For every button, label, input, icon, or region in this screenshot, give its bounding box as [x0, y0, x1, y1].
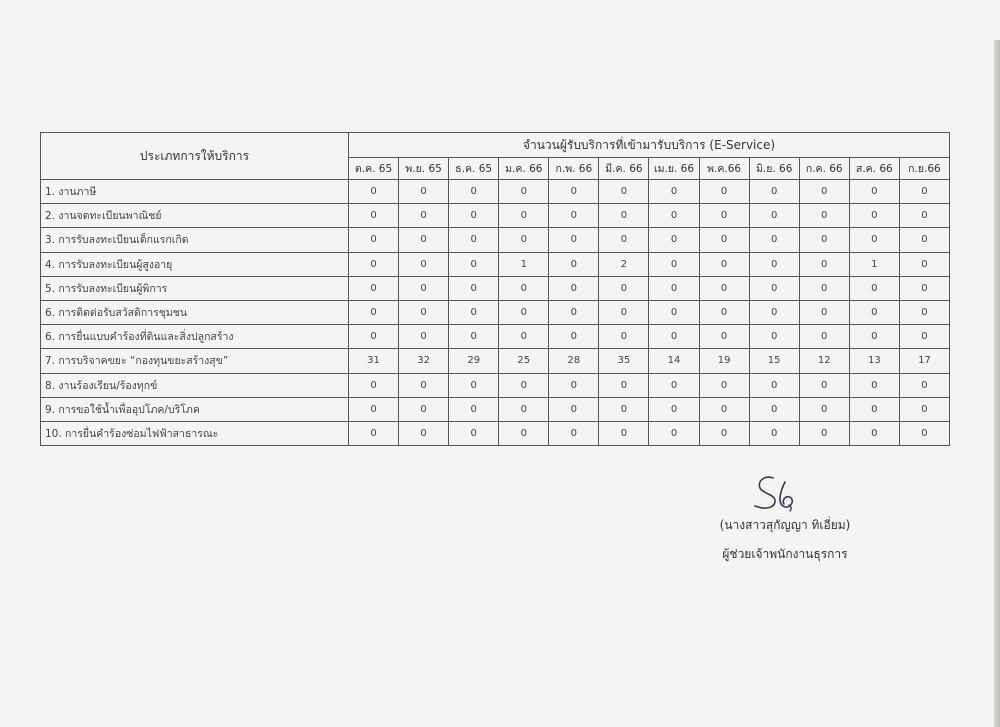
service-name-cell: 5. การรับลงทะเบียนผู้พิการ: [41, 276, 349, 300]
count-cell: 0: [399, 373, 449, 397]
count-cell: 0: [849, 325, 899, 349]
service-name-cell: 7. การบริจาคขยะ “กองทุนขยะสร้างสุข”: [41, 349, 349, 373]
count-cell: 0: [649, 180, 699, 204]
count-cell: 0: [899, 373, 949, 397]
count-cell: 0: [649, 325, 699, 349]
service-type-header: ประเภทการให้บริการ: [41, 133, 349, 180]
count-cell: 0: [749, 252, 799, 276]
count-cell: 0: [399, 325, 449, 349]
count-cell: 0: [699, 373, 749, 397]
table-row: [41, 276, 950, 300]
month-header: เม.ย. 66: [649, 158, 699, 180]
page-edge: [994, 40, 1000, 727]
count-cell: 0: [399, 421, 449, 445]
count-cell: 0: [749, 421, 799, 445]
month-header: ส.ค. 66: [849, 158, 899, 180]
count-cell: 0: [499, 373, 549, 397]
count-cell: 19: [699, 349, 749, 373]
count-cell: 0: [399, 204, 449, 228]
count-cell: 28: [549, 349, 599, 373]
count-cell: 0: [649, 373, 699, 397]
count-cell: 0: [499, 421, 549, 445]
count-cell: 1: [499, 252, 549, 276]
count-cell: 0: [449, 252, 499, 276]
count-cell: 1: [849, 252, 899, 276]
signatory-position: ผู้ช่วยเจ้าพนักงานธุรการ: [722, 547, 848, 561]
count-cell: 0: [599, 421, 649, 445]
count-cell: 0: [749, 300, 799, 324]
count-cell: 0: [899, 325, 949, 349]
table-row: [41, 180, 950, 204]
count-cell: 0: [349, 204, 399, 228]
count-cell: 0: [799, 276, 849, 300]
count-cell: 0: [399, 180, 449, 204]
count-cell: 32: [399, 349, 449, 373]
count-cell: 0: [399, 228, 449, 252]
count-cell: 0: [899, 180, 949, 204]
count-cell: 0: [699, 276, 749, 300]
count-cell: 0: [699, 300, 749, 324]
count-cell: 0: [849, 204, 899, 228]
count-cell: 0: [599, 276, 649, 300]
count-cell: 0: [799, 325, 849, 349]
count-cell: 0: [849, 421, 899, 445]
month-header: มี.ค. 66: [599, 158, 649, 180]
count-cell: 0: [399, 276, 449, 300]
count-cell: 12: [799, 349, 849, 373]
service-name-cell: 6. การยื่นแบบคำร้องที่ดินและสิ่งปลูกสร้าง: [41, 325, 349, 349]
count-cell: 0: [749, 373, 799, 397]
table-row: [41, 204, 950, 228]
count-cell: 0: [849, 228, 899, 252]
count-cell: 0: [649, 421, 699, 445]
table-row: [41, 325, 950, 349]
service-report-table: [40, 132, 950, 446]
count-cell: 0: [499, 180, 549, 204]
count-cell: 0: [549, 373, 599, 397]
count-cell: 0: [599, 180, 649, 204]
count-cell: 0: [699, 397, 749, 421]
count-cell: 0: [799, 373, 849, 397]
count-cell: 0: [549, 228, 599, 252]
count-cell: 0: [799, 252, 849, 276]
count-cell: 0: [899, 204, 949, 228]
count-cell: 0: [449, 228, 499, 252]
count-cell: 0: [399, 397, 449, 421]
count-cell: 0: [899, 252, 949, 276]
service-name-cell: 9. การขอใช้น้ำเพื่ออุปโภค/บริโภค: [41, 397, 349, 421]
count-cell: 0: [799, 397, 849, 421]
count-cell: 0: [599, 300, 649, 324]
month-header: ก.พ. 66: [549, 158, 599, 180]
count-cell: 0: [549, 397, 599, 421]
count-cell: 0: [599, 325, 649, 349]
count-cell: 0: [649, 228, 699, 252]
count-cell: 29: [449, 349, 499, 373]
count-cell: 2: [599, 252, 649, 276]
count-cell: 13: [849, 349, 899, 373]
count-cell: 0: [649, 252, 699, 276]
signatory-name: (นางสาวสุกัญญา ทิเอี่ยม): [719, 518, 851, 532]
count-cell: 0: [549, 204, 599, 228]
count-cell: 0: [349, 300, 399, 324]
count-cell: 0: [349, 421, 399, 445]
count-cell: 0: [499, 276, 549, 300]
count-cell: 0: [849, 180, 899, 204]
count-cell: 0: [749, 180, 799, 204]
count-cell: 0: [899, 421, 949, 445]
count-cell: 0: [349, 252, 399, 276]
count-cell: 0: [749, 325, 799, 349]
service-name-cell: 4. การรับลงทะเบียนผู้สูงอายุ: [41, 252, 349, 276]
count-cell: 35: [599, 349, 649, 373]
count-cell: 0: [549, 276, 599, 300]
count-cell: 0: [849, 276, 899, 300]
count-cell: 0: [449, 421, 499, 445]
service-name-cell: 1. งานภาษี: [41, 180, 349, 204]
service-name-cell: 10. การยื่นคำร้องซ่อมไฟฟ้าสาธารณะ: [41, 421, 349, 445]
count-cell: 0: [449, 300, 499, 324]
count-cell: 0: [449, 180, 499, 204]
count-cell: 0: [449, 373, 499, 397]
count-cell: 0: [899, 397, 949, 421]
count-cell: 0: [799, 300, 849, 324]
count-cell: 0: [499, 397, 549, 421]
count-cell: 0: [499, 204, 549, 228]
service-name-cell: 2. งานจดทะเบียนพาณิชย์: [41, 204, 349, 228]
count-cell: 0: [699, 204, 749, 228]
count-cell: 0: [749, 228, 799, 252]
month-header: ก.ค. 66: [799, 158, 849, 180]
count-cell: 0: [899, 228, 949, 252]
count-cell: 0: [399, 252, 449, 276]
count-cell: 17: [899, 349, 949, 373]
month-header: พ.ย. 65: [399, 158, 449, 180]
count-cell: 15: [749, 349, 799, 373]
table-row: [41, 373, 950, 397]
count-cell: 0: [799, 228, 849, 252]
service-name-cell: 6. การติดต่อรับสวัสดิการชุมชน: [41, 300, 349, 324]
count-cell: 0: [449, 204, 499, 228]
count-cell: 0: [799, 204, 849, 228]
count-cell: 0: [549, 325, 599, 349]
table-row: [41, 228, 950, 252]
count-cell: 0: [349, 373, 399, 397]
count-cell: 31: [349, 349, 399, 373]
count-cell: 0: [649, 204, 699, 228]
count-cell: 0: [799, 421, 849, 445]
signature-block: [700, 472, 870, 564]
count-cell: 0: [449, 397, 499, 421]
month-header: ม.ค. 66: [499, 158, 549, 180]
count-cell: 0: [449, 276, 499, 300]
month-header: มิ.ย. 66: [749, 158, 799, 180]
count-cell: 0: [349, 325, 399, 349]
count-cell: 0: [849, 373, 899, 397]
table-row: [41, 349, 950, 373]
count-cell: 0: [399, 300, 449, 324]
count-cell: 0: [899, 276, 949, 300]
count-cell: 0: [499, 300, 549, 324]
count-cell: 0: [849, 397, 899, 421]
count-cell: 0: [349, 276, 399, 300]
count-cell: 0: [599, 397, 649, 421]
count-cell: 0: [699, 325, 749, 349]
count-cell: 0: [499, 325, 549, 349]
count-cell: 0: [799, 180, 849, 204]
eservice-count-header: จำนวนผู้รับบริการที่เข้ามารับบริการ (E-Service): [349, 133, 950, 158]
table-row: [41, 252, 950, 276]
count-cell: 0: [499, 228, 549, 252]
handwritten-signature: [745, 472, 825, 514]
count-cell: 0: [699, 180, 749, 204]
count-cell: 25: [499, 349, 549, 373]
count-cell: 0: [449, 325, 499, 349]
month-header: ธ.ค. 65: [449, 158, 499, 180]
service-name-cell: 3. การรับลงทะเบียนเด็กแรกเกิด: [41, 228, 349, 252]
count-cell: 0: [549, 180, 599, 204]
count-cell: 0: [549, 421, 599, 445]
count-cell: 0: [749, 204, 799, 228]
month-header: พ.ค.66: [699, 158, 749, 180]
count-cell: 0: [899, 300, 949, 324]
month-header: ก.ย.66: [899, 158, 949, 180]
table-row: [41, 300, 950, 324]
count-cell: 0: [599, 373, 649, 397]
count-cell: 0: [349, 397, 399, 421]
count-cell: 0: [349, 228, 399, 252]
count-cell: 0: [699, 421, 749, 445]
count-cell: 0: [599, 204, 649, 228]
table-row: [41, 397, 950, 421]
count-cell: 14: [649, 349, 699, 373]
count-cell: 0: [349, 180, 399, 204]
count-cell: 0: [649, 300, 699, 324]
count-cell: 0: [749, 397, 799, 421]
count-cell: 0: [649, 397, 699, 421]
count-cell: 0: [849, 300, 899, 324]
count-cell: 0: [699, 228, 749, 252]
table-row: [41, 421, 950, 445]
count-cell: 0: [549, 300, 599, 324]
count-cell: 0: [599, 228, 649, 252]
month-header: ต.ค. 65: [349, 158, 399, 180]
count-cell: 0: [749, 276, 799, 300]
count-cell: 0: [549, 252, 599, 276]
service-name-cell: 8. งานร้องเรียน/ร้องทุกข์: [41, 373, 349, 397]
count-cell: 0: [649, 276, 699, 300]
count-cell: 0: [699, 252, 749, 276]
